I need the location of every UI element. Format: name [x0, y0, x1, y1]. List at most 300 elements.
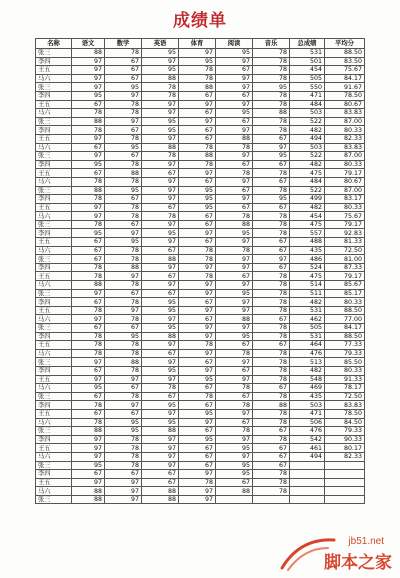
score-cell[interactable]: 462 [290, 315, 325, 324]
score-cell[interactable]: 78.50 [325, 409, 365, 418]
score-cell[interactable]: 88 [179, 152, 216, 161]
score-cell[interactable]: 78 [253, 298, 290, 307]
score-cell[interactable]: 67 [179, 452, 216, 461]
student-name-cell[interactable]: 张三 [36, 289, 72, 298]
score-cell[interactable]: 78 [179, 143, 216, 152]
score-cell[interactable]: 88 [72, 495, 105, 504]
score-cell[interactable]: 67 [72, 169, 105, 178]
score-cell[interactable]: 78 [105, 452, 142, 461]
score-cell[interactable]: 67 [142, 246, 179, 255]
score-cell[interactable]: 476 [290, 427, 325, 436]
score-cell[interactable]: 85.67 [325, 281, 365, 290]
score-cell[interactable]: 78 [253, 349, 290, 358]
score-cell[interactable]: 464 [290, 341, 325, 350]
score-cell[interactable]: 78 [105, 315, 142, 324]
score-cell[interactable]: 80.33 [325, 298, 365, 307]
score-cell[interactable]: 78 [179, 478, 216, 487]
score-cell[interactable]: 78 [142, 91, 179, 100]
score-cell[interactable]: 78 [72, 332, 105, 341]
score-cell[interactable]: 97 [179, 289, 216, 298]
score-cell[interactable]: 78 [253, 169, 290, 178]
score-cell[interactable]: 78 [72, 220, 105, 229]
score-cell[interactable]: 557 [290, 229, 325, 238]
score-cell[interactable]: 522 [290, 186, 325, 195]
score-cell[interactable]: 97 [216, 74, 253, 83]
student-name-cell[interactable]: 李四 [36, 195, 72, 204]
score-cell[interactable]: 79.17 [325, 169, 365, 178]
score-cell[interactable]: 88 [142, 74, 179, 83]
score-cell[interactable]: 67 [105, 409, 142, 418]
score-cell[interactable]: 95 [105, 83, 142, 92]
score-cell[interactable]: 482 [290, 160, 325, 169]
score-cell[interactable]: 78 [253, 470, 290, 479]
score-cell[interactable]: 78 [253, 366, 290, 375]
score-cell[interactable]: 78 [216, 427, 253, 436]
score-cell[interactable]: 83.17 [325, 195, 365, 204]
score-cell[interactable]: 78 [72, 349, 105, 358]
student-name-cell[interactable]: 张三 [36, 392, 72, 401]
score-cell[interactable]: 97 [105, 117, 142, 126]
score-cell[interactable]: 81.33 [325, 238, 365, 247]
score-cell[interactable]: 67 [179, 238, 216, 247]
score-cell[interactable]: 67 [216, 91, 253, 100]
score-cell[interactable]: 80.33 [325, 126, 365, 135]
score-cell[interactable]: 87.00 [325, 152, 365, 161]
score-cell[interactable]: 78 [105, 255, 142, 264]
score-cell[interactable] [290, 470, 325, 479]
score-cell[interactable]: 97 [142, 444, 179, 453]
score-cell[interactable]: 97 [142, 195, 179, 204]
score-cell[interactable]: 97 [142, 281, 179, 290]
student-name-cell[interactable]: 王五 [36, 409, 72, 418]
score-cell[interactable] [325, 470, 365, 479]
score-cell[interactable]: 67 [105, 384, 142, 393]
score-cell[interactable]: 67 [216, 117, 253, 126]
score-cell[interactable]: 82.33 [325, 134, 365, 143]
score-cell[interactable]: 97 [105, 375, 142, 384]
score-cell[interactable]: 531 [290, 49, 325, 58]
score-cell[interactable]: 95 [216, 444, 253, 453]
score-cell[interactable]: 78 [216, 349, 253, 358]
score-cell[interactable]: 67 [253, 203, 290, 212]
score-cell[interactable]: 97 [179, 49, 216, 58]
score-cell[interactable]: 88 [105, 358, 142, 367]
score-cell[interactable] [290, 478, 325, 487]
score-cell[interactable]: 97 [142, 134, 179, 143]
score-cell[interactable]: 67 [72, 246, 105, 255]
score-cell[interactable]: 67 [253, 315, 290, 324]
score-cell[interactable]: 67 [105, 66, 142, 75]
student-name-cell[interactable]: 马六 [36, 418, 72, 427]
score-cell[interactable]: 67 [179, 220, 216, 229]
score-cell[interactable]: 95 [179, 375, 216, 384]
score-cell[interactable]: 97 [179, 281, 216, 290]
student-name-cell[interactable]: 马六 [36, 74, 72, 83]
score-cell[interactable]: 78 [253, 272, 290, 281]
score-cell[interactable] [290, 495, 325, 504]
student-name-cell[interactable]: 李四 [36, 91, 72, 100]
score-cell[interactable]: 83.83 [325, 143, 365, 152]
score-cell[interactable]: 97 [142, 220, 179, 229]
score-cell[interactable]: 95 [142, 229, 179, 238]
score-cell[interactable]: 88.50 [325, 306, 365, 315]
score-cell[interactable]: 97 [105, 91, 142, 100]
student-name-cell[interactable]: 马六 [36, 212, 72, 221]
score-cell[interactable]: 67 [216, 418, 253, 427]
score-cell[interactable]: 85.17 [325, 289, 365, 298]
score-cell[interactable]: 501 [290, 57, 325, 66]
score-cell[interactable]: 84.17 [325, 324, 365, 333]
score-cell[interactable] [216, 495, 253, 504]
student-name-cell[interactable]: 李四 [36, 298, 72, 307]
score-cell[interactable]: 78 [72, 195, 105, 204]
score-cell[interactable]: 78 [72, 306, 105, 315]
score-cell[interactable]: 67 [179, 444, 216, 453]
score-cell[interactable]: 78 [105, 281, 142, 290]
score-cell[interactable]: 80.33 [325, 160, 365, 169]
score-cell[interactable]: 92.83 [325, 229, 365, 238]
score-cell[interactable]: 78.17 [325, 384, 365, 393]
score-cell[interactable]: 95 [142, 366, 179, 375]
score-cell[interactable]: 67 [142, 349, 179, 358]
student-name-cell[interactable]: 马六 [36, 281, 72, 290]
score-cell[interactable]: 454 [290, 66, 325, 75]
score-cell[interactable]: 531 [290, 306, 325, 315]
score-cell[interactable]: 78 [253, 212, 290, 221]
score-cell[interactable]: 97 [142, 461, 179, 470]
score-cell[interactable]: 97 [142, 238, 179, 247]
score-cell[interactable]: 80.17 [325, 444, 365, 453]
score-cell[interactable]: 87.33 [325, 263, 365, 272]
score-cell[interactable]: 97 [142, 452, 179, 461]
score-cell[interactable]: 78 [105, 177, 142, 186]
student-name-cell[interactable]: 王五 [36, 134, 72, 143]
student-name-cell[interactable]: 马六 [36, 109, 72, 118]
score-cell[interactable]: 88 [142, 255, 179, 264]
score-cell[interactable]: 78 [179, 74, 216, 83]
score-cell[interactable]: 97 [216, 435, 253, 444]
score-cell[interactable]: 503 [290, 143, 325, 152]
score-cell[interactable]: 78 [253, 281, 290, 290]
score-cell[interactable]: 78 [72, 418, 105, 427]
score-cell[interactable]: 85.50 [325, 358, 365, 367]
score-cell[interactable]: 67 [216, 478, 253, 487]
score-cell[interactable]: 550 [290, 83, 325, 92]
score-cell[interactable]: 78 [105, 212, 142, 221]
score-cell[interactable]: 97 [72, 358, 105, 367]
score-cell[interactable]: 454 [290, 212, 325, 221]
score-cell[interactable]: 97 [72, 289, 105, 298]
student-name-cell[interactable]: 王五 [36, 169, 72, 178]
score-cell[interactable]: 78 [105, 203, 142, 212]
score-cell[interactable]: 97 [216, 177, 253, 186]
student-name-cell[interactable]: 王五 [36, 100, 72, 109]
score-cell[interactable]: 503 [290, 109, 325, 118]
student-name-cell[interactable]: 王五 [36, 478, 72, 487]
score-cell[interactable]: 67 [253, 263, 290, 272]
score-cell[interactable]: 78 [105, 461, 142, 470]
score-cell[interactable]: 95 [72, 229, 105, 238]
student-name-cell[interactable]: 张三 [36, 152, 72, 161]
score-cell[interactable]: 67 [216, 186, 253, 195]
score-cell[interactable]: 77.33 [325, 341, 365, 350]
score-cell[interactable]: 95 [72, 461, 105, 470]
score-cell[interactable]: 78 [253, 49, 290, 58]
score-cell[interactable]: 97 [142, 341, 179, 350]
score-cell[interactable]: 78 [179, 255, 216, 264]
score-cell[interactable]: 97 [179, 169, 216, 178]
score-cell[interactable]: 95 [105, 186, 142, 195]
score-cell[interactable]: 78 [105, 366, 142, 375]
score-cell[interactable]: 83.83 [325, 109, 365, 118]
score-cell[interactable]: 78.50 [325, 91, 365, 100]
score-cell[interactable]: 67 [72, 100, 105, 109]
score-cell[interactable]: 67 [179, 109, 216, 118]
score-cell[interactable]: 482 [290, 366, 325, 375]
score-cell[interactable]: 67 [142, 470, 179, 479]
score-cell[interactable]: 95 [179, 57, 216, 66]
student-name-cell[interactable]: 王五 [36, 341, 72, 350]
score-cell[interactable]: 435 [290, 392, 325, 401]
score-cell[interactable]: 97 [72, 57, 105, 66]
score-cell[interactable]: 475 [290, 169, 325, 178]
score-cell[interactable]: 78 [105, 298, 142, 307]
score-cell[interactable]: 522 [290, 152, 325, 161]
score-cell[interactable]: 97 [216, 100, 253, 109]
score-cell[interactable]: 97 [216, 324, 253, 333]
score-cell[interactable]: 78 [105, 349, 142, 358]
student-name-cell[interactable]: 王五 [36, 238, 72, 247]
student-name-cell[interactable]: 李四 [36, 263, 72, 272]
score-cell[interactable]: 97 [216, 409, 253, 418]
score-cell[interactable]: 67 [253, 134, 290, 143]
student-name-cell[interactable]: 王五 [36, 66, 72, 75]
score-cell[interactable]: 97 [179, 495, 216, 504]
score-cell[interactable]: 95 [72, 160, 105, 169]
score-cell[interactable]: 78 [179, 246, 216, 255]
score-cell[interactable] [325, 478, 365, 487]
score-cell[interactable]: 97 [179, 117, 216, 126]
score-cell[interactable]: 531 [290, 332, 325, 341]
score-cell[interactable]: 494 [290, 134, 325, 143]
score-cell[interactable]: 95 [179, 435, 216, 444]
score-cell[interactable]: 78 [72, 341, 105, 350]
score-cell[interactable]: 88 [142, 495, 179, 504]
score-cell[interactable]: 67 [216, 203, 253, 212]
score-cell[interactable]: 97 [253, 143, 290, 152]
score-cell[interactable]: 95 [142, 324, 179, 333]
score-cell[interactable]: 95 [216, 229, 253, 238]
score-cell[interactable] [325, 487, 365, 496]
score-cell[interactable]: 97 [216, 263, 253, 272]
score-cell[interactable]: 524 [290, 263, 325, 272]
score-cell[interactable]: 67 [179, 91, 216, 100]
score-cell[interactable]: 95 [216, 109, 253, 118]
score-cell[interactable]: 79.17 [325, 272, 365, 281]
score-cell[interactable]: 75.67 [325, 66, 365, 75]
score-cell[interactable]: 97 [142, 263, 179, 272]
score-cell[interactable]: 67 [253, 444, 290, 453]
score-cell[interactable]: 78 [179, 160, 216, 169]
score-cell[interactable]: 503 [290, 401, 325, 410]
student-name-cell[interactable]: 李四 [36, 229, 72, 238]
student-name-cell[interactable]: 张三 [36, 495, 72, 504]
score-cell[interactable]: 78 [253, 229, 290, 238]
score-cell[interactable]: 95 [72, 384, 105, 393]
student-name-cell[interactable]: 马六 [36, 487, 72, 496]
score-cell[interactable]: 67 [142, 169, 179, 178]
score-cell[interactable]: 97 [142, 160, 179, 169]
score-cell[interactable]: 67 [216, 366, 253, 375]
score-cell[interactable]: 97 [142, 186, 179, 195]
score-cell[interactable]: 97 [179, 100, 216, 109]
score-cell[interactable]: 95 [216, 289, 253, 298]
score-cell[interactable]: 505 [290, 74, 325, 83]
score-cell[interactable]: 78 [105, 341, 142, 350]
score-cell[interactable]: 79.17 [325, 220, 365, 229]
score-cell[interactable]: 78 [253, 74, 290, 83]
score-cell[interactable]: 461 [290, 444, 325, 453]
score-cell[interactable]: 67 [72, 366, 105, 375]
score-cell[interactable]: 78 [142, 152, 179, 161]
student-name-cell[interactable]: 李四 [36, 126, 72, 135]
score-cell[interactable]: 67 [105, 152, 142, 161]
score-cell[interactable]: 78 [253, 324, 290, 333]
score-cell[interactable]: 78 [72, 263, 105, 272]
score-cell[interactable]: 97 [216, 195, 253, 204]
score-cell[interactable]: 476 [290, 349, 325, 358]
score-cell[interactable]: 97 [142, 109, 179, 118]
score-cell[interactable]: 72.50 [325, 392, 365, 401]
score-cell[interactable]: 78 [253, 306, 290, 315]
score-cell[interactable]: 97 [179, 487, 216, 496]
score-cell[interactable]: 95 [253, 152, 290, 161]
score-cell[interactable]: 78 [142, 83, 179, 92]
score-cell[interactable]: 511 [290, 289, 325, 298]
score-cell[interactable]: 78 [253, 375, 290, 384]
score-cell[interactable]: 67 [216, 66, 253, 75]
score-cell[interactable]: 78 [72, 401, 105, 410]
score-cell[interactable]: 95 [142, 306, 179, 315]
score-cell[interactable]: 505 [290, 324, 325, 333]
score-cell[interactable]: 83.83 [325, 401, 365, 410]
student-name-cell[interactable]: 张三 [36, 324, 72, 333]
student-name-cell[interactable]: 张三 [36, 461, 72, 470]
score-cell[interactable]: 67 [179, 384, 216, 393]
score-cell[interactable]: 97 [253, 255, 290, 264]
score-cell[interactable]: 88 [142, 427, 179, 436]
score-cell[interactable]: 97 [72, 435, 105, 444]
score-cell[interactable]: 67 [105, 74, 142, 83]
score-cell[interactable]: 97 [105, 495, 142, 504]
score-cell[interactable]: 67 [105, 289, 142, 298]
score-cell[interactable]: 97 [216, 358, 253, 367]
score-cell[interactable]: 95 [142, 66, 179, 75]
score-cell[interactable]: 97 [216, 57, 253, 66]
score-cell[interactable]: 67 [179, 315, 216, 324]
score-cell[interactable]: 97 [216, 306, 253, 315]
score-cell[interactable]: 67 [216, 272, 253, 281]
score-cell[interactable]: 90.33 [325, 435, 365, 444]
score-cell[interactable]: 67 [253, 246, 290, 255]
score-cell[interactable]: 471 [290, 409, 325, 418]
score-cell[interactable]: 488 [290, 238, 325, 247]
score-cell[interactable]: 506 [290, 418, 325, 427]
score-cell[interactable]: 95 [142, 418, 179, 427]
score-cell[interactable]: 88 [105, 169, 142, 178]
score-cell[interactable]: 78 [253, 57, 290, 66]
student-name-cell[interactable]: 张三 [36, 220, 72, 229]
score-cell[interactable]: 88 [72, 487, 105, 496]
score-cell[interactable]: 97 [72, 83, 105, 92]
score-cell[interactable]: 97 [216, 281, 253, 290]
score-cell[interactable]: 97 [72, 203, 105, 212]
score-cell[interactable]: 97 [142, 375, 179, 384]
score-cell[interactable]: 78 [179, 341, 216, 350]
score-cell[interactable]: 97 [179, 229, 216, 238]
score-cell[interactable]: 80.67 [325, 100, 365, 109]
score-cell[interactable]: 78 [253, 289, 290, 298]
score-cell[interactable]: 78 [105, 246, 142, 255]
student-name-cell[interactable]: 张三 [36, 427, 72, 436]
score-cell[interactable]: 78 [253, 418, 290, 427]
score-cell[interactable]: 67 [105, 470, 142, 479]
score-cell[interactable]: 80.33 [325, 366, 365, 375]
score-cell[interactable]: 78 [253, 332, 290, 341]
score-cell[interactable]: 95 [253, 195, 290, 204]
score-cell[interactable]: 78 [72, 109, 105, 118]
score-cell[interactable]: 78 [179, 66, 216, 75]
score-cell[interactable]: 97 [216, 238, 253, 247]
score-cell[interactable]: 78 [216, 384, 253, 393]
score-cell[interactable]: 88 [105, 263, 142, 272]
score-cell[interactable]: 83.50 [325, 57, 365, 66]
score-cell[interactable]: 67 [105, 195, 142, 204]
score-cell[interactable]: 88 [216, 134, 253, 143]
score-cell[interactable]: 97 [142, 57, 179, 66]
student-name-cell[interactable]: 王五 [36, 306, 72, 315]
score-cell[interactable]: 78 [253, 126, 290, 135]
score-cell[interactable]: 97 [105, 487, 142, 496]
score-cell[interactable]: 80.67 [325, 177, 365, 186]
score-cell[interactable]: 78 [253, 66, 290, 75]
score-cell[interactable]: 514 [290, 281, 325, 290]
student-name-cell[interactable]: 李四 [36, 470, 72, 479]
score-cell[interactable]: 88 [216, 315, 253, 324]
score-cell[interactable]: 97 [72, 152, 105, 161]
score-cell[interactable]: 97 [105, 401, 142, 410]
student-name-cell[interactable]: 李四 [36, 332, 72, 341]
score-cell[interactable]: 67 [179, 358, 216, 367]
score-cell[interactable]: 78 [72, 177, 105, 186]
score-cell[interactable]: 78 [179, 272, 216, 281]
score-cell[interactable]: 95 [72, 91, 105, 100]
score-cell[interactable]: 78 [105, 49, 142, 58]
score-cell[interactable]: 78 [253, 91, 290, 100]
score-cell[interactable]: 84.17 [325, 74, 365, 83]
score-cell[interactable]: 97 [179, 366, 216, 375]
score-cell[interactable]: 67 [179, 461, 216, 470]
score-cell[interactable]: 88 [253, 109, 290, 118]
score-cell[interactable]: 482 [290, 203, 325, 212]
score-cell[interactable]: 78 [253, 478, 290, 487]
score-cell[interactable]: 67 [253, 160, 290, 169]
score-cell[interactable]: 95 [179, 409, 216, 418]
score-cell[interactable]: 78 [216, 169, 253, 178]
score-cell[interactable]: 88 [216, 220, 253, 229]
score-cell[interactable]: 95 [179, 195, 216, 204]
score-cell[interactable]: 78 [253, 220, 290, 229]
